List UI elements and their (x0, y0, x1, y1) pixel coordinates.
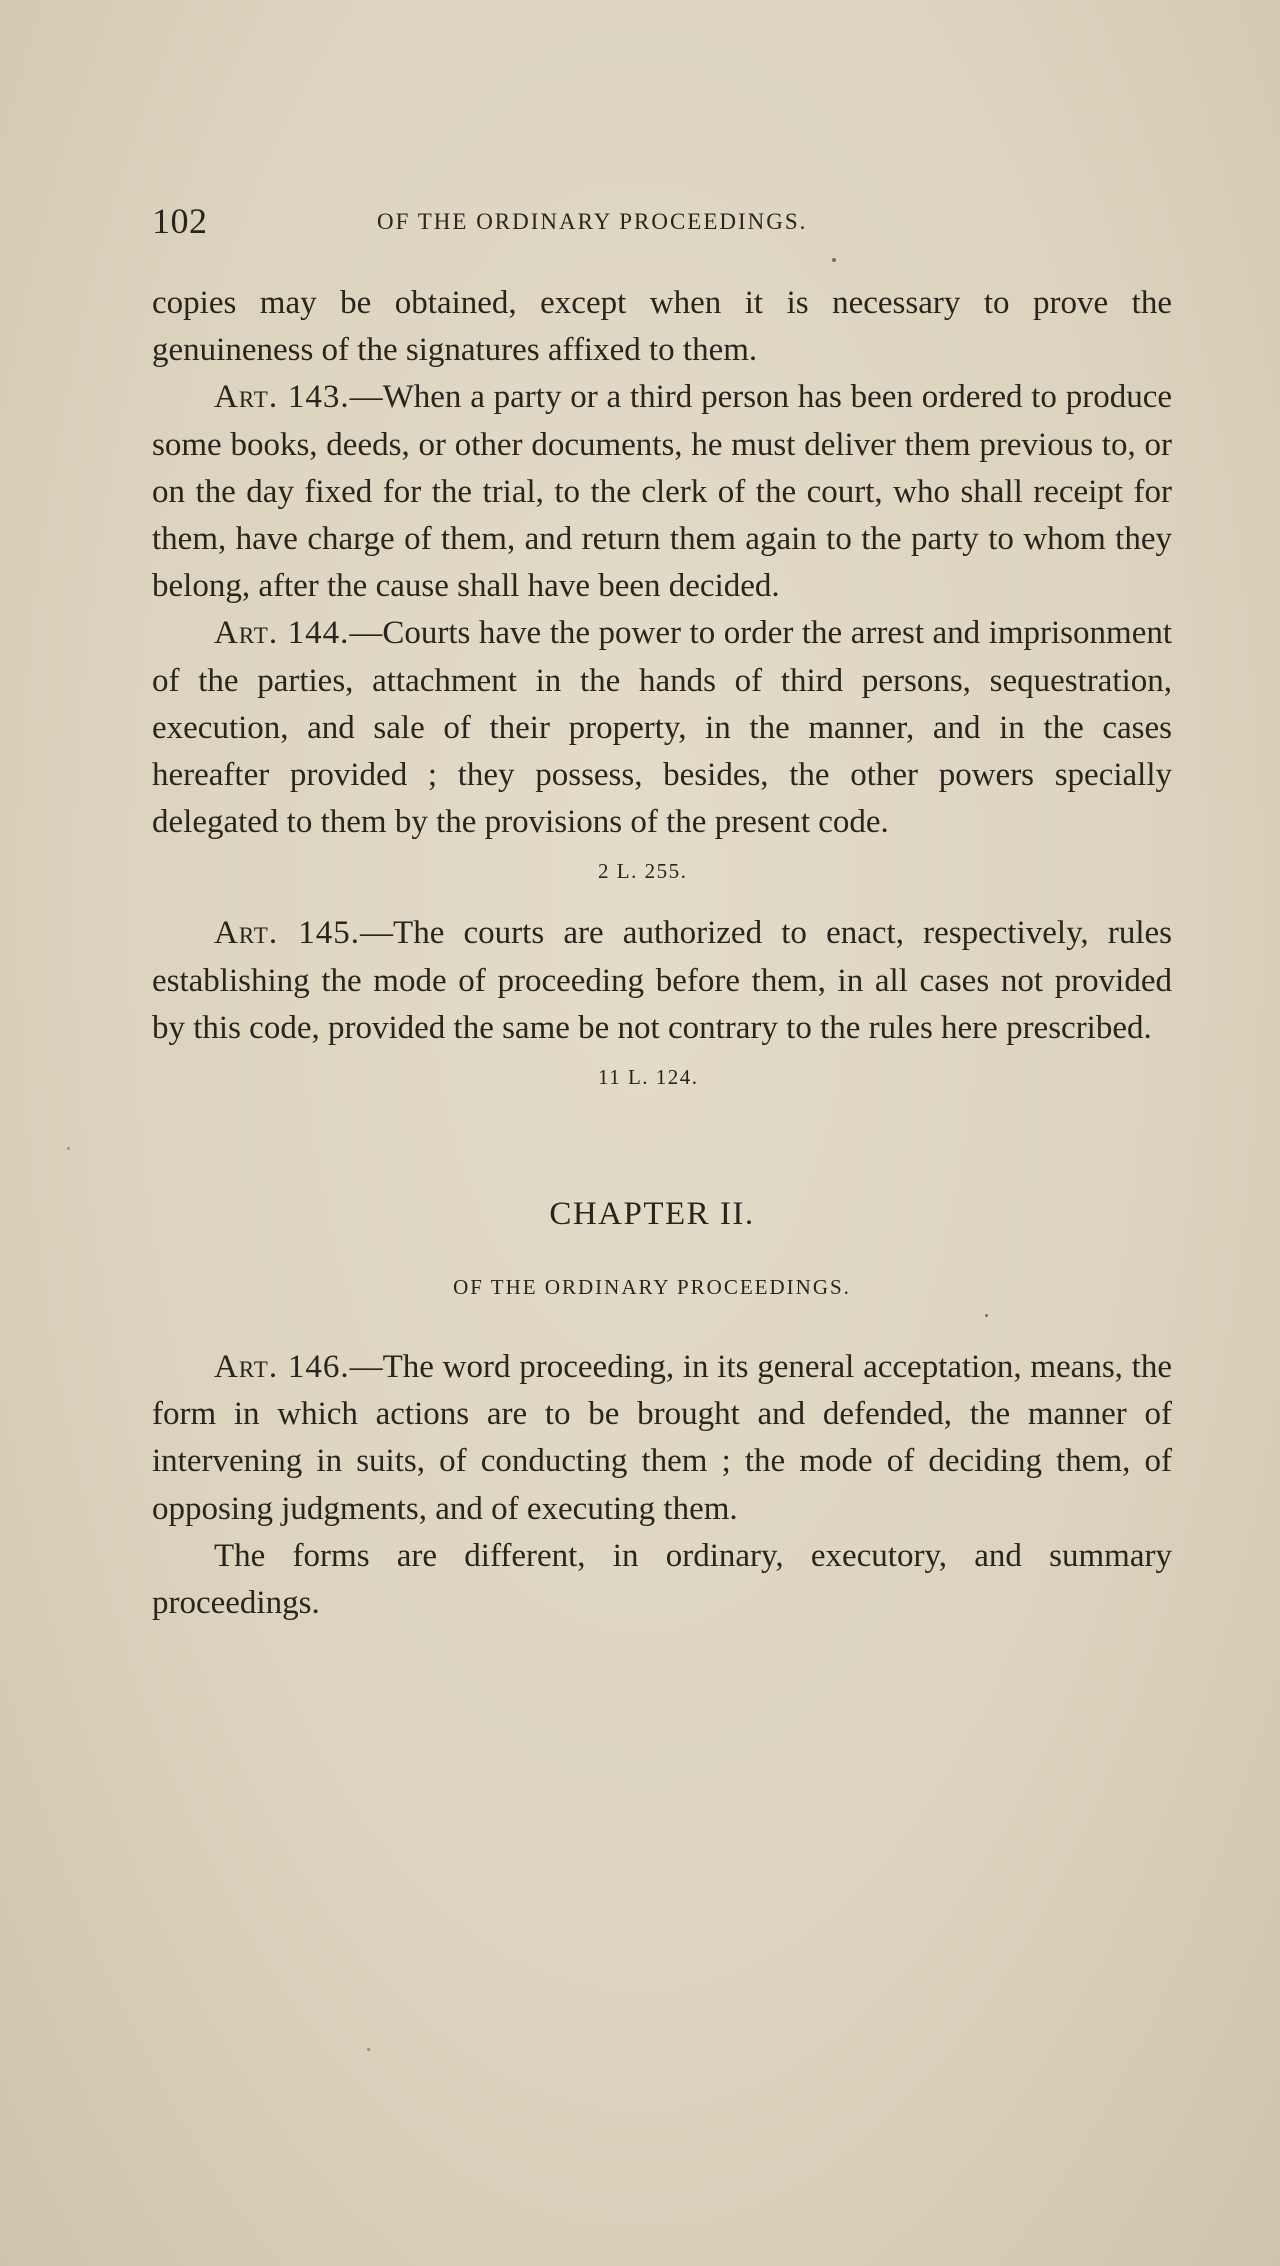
chapter-title: CHAPTER II. (549, 1196, 755, 1233)
text-block (152, 192, 1172, 1627)
article-text: —When a party or a third person has been ordered to produce some books, deeds, or other documents, he must deliver them previous to, or on the day fixed for the trial, to the clerk of the court, who shall receipt for them, have charge of them, and return them again to the party to whom they belong, after the cause shall have been decided. (152, 379, 1172, 605)
article-text: —Courts have the power to order the arrest and imprisonment of the parties, attachment in the hands of third persons, sequestration, execution, and sale of their property, in the manner, and in the cases hereafter provided ; they possess, besides, the other powers specially delegated to them by the provisions of the present code. (152, 615, 1173, 841)
article-144 (152, 610, 1172, 846)
ink-speck (67, 1147, 70, 1150)
paragraph-text: The forms are different, in ordinary, executory, and summary proceedings. (152, 1537, 1172, 1622)
running-head (152, 192, 1172, 252)
paragraph-continuation (152, 280, 1172, 374)
citation: 2 L. 255. (598, 859, 688, 884)
article-label: Art. 146. (214, 1349, 350, 1386)
page-body (152, 280, 1172, 1627)
article-label: Art. 145. (214, 915, 361, 952)
running-title: OF THE ORDINARY PROCEEDINGS. (377, 209, 808, 234)
article-label: Art. 143. (214, 379, 350, 416)
article-146 (152, 1344, 1172, 1533)
article-text: —The word proceeding, in its general acceptation, means, the form in which actions are to be brought and defended, the manner of intervening in suits, of conducting them ; the mode of deciding them, of opposing judgments, and of executing them. (152, 1349, 1173, 1527)
article-145 (152, 910, 1172, 1052)
paragraph-text: copies may be obtained, except when it is necessary to prove the genuineness of the signatures affixed to them. (152, 285, 1172, 369)
paragraph-forms (152, 1533, 1172, 1627)
article-text: —The courts are authorized to enact, respectively, rules establishing the mode of proceeding before them, in all cases not provided by this code, provided the same be not contrary to the rules here prescribed. (152, 915, 1172, 1046)
ink-speck (367, 2048, 370, 2051)
chapter-subtitle: OF THE ORDINARY PROCEEDINGS. (453, 1275, 851, 1300)
article-143 (152, 374, 1172, 610)
article-label: Art. 144. (214, 615, 350, 652)
citation: 11 L. 124. (598, 1065, 699, 1090)
page-number: 102 (152, 201, 208, 241)
